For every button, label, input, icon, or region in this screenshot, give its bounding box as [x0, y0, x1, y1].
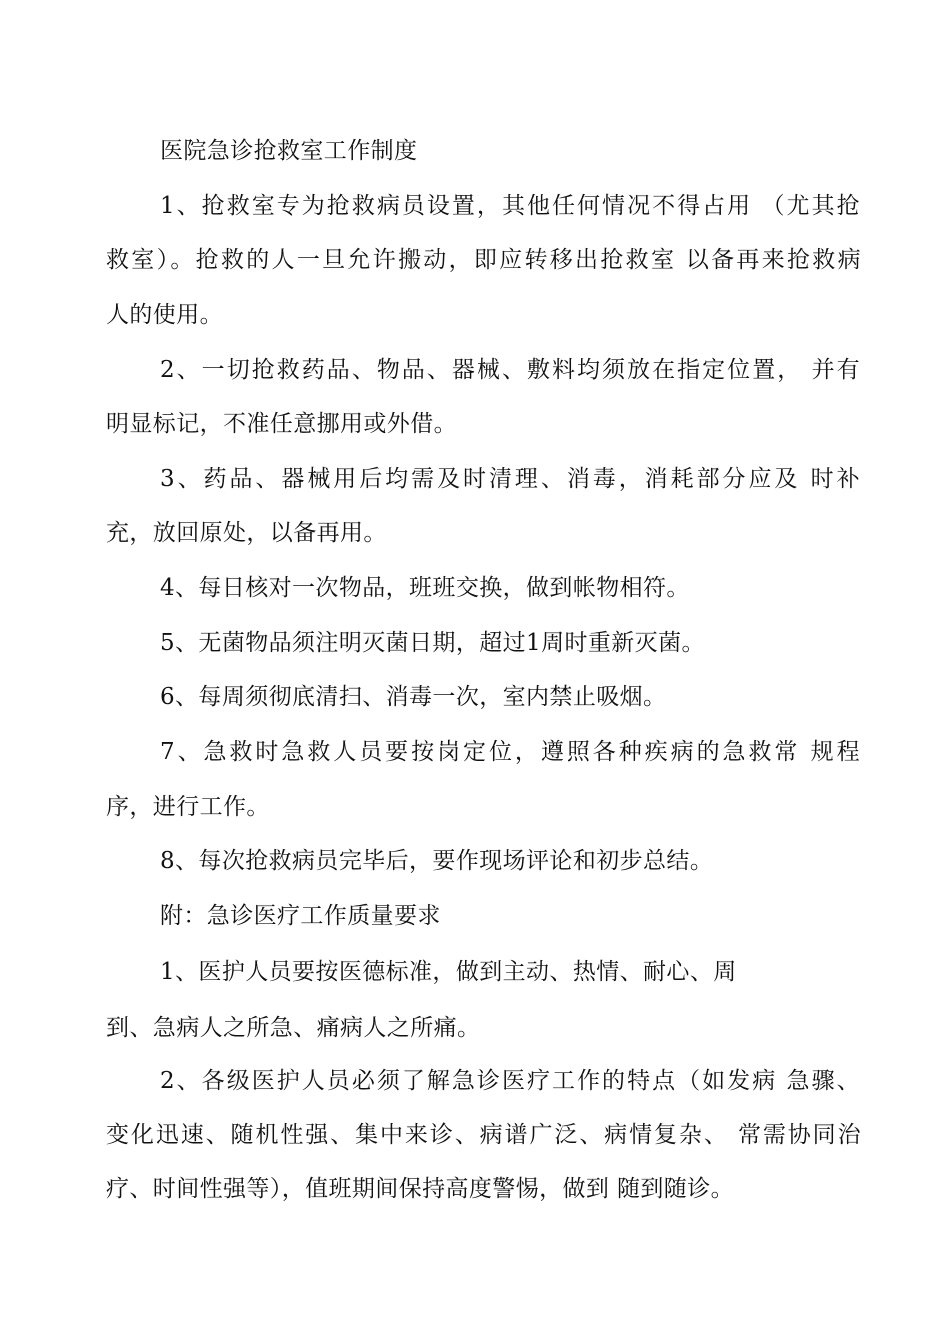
paragraph-line: 6、每周须彻底清扫、消毒一次，室内禁止吸烟。 — [160, 684, 667, 710]
paragraph-line: 5、无菌物品须注明灭菌日期，超过1周时重新灭菌。 — [160, 630, 705, 656]
paragraph-line: 1、抢救室专为抢救病员设置，其他任何情况不得占用 （尤其抢 — [160, 193, 860, 219]
paragraph-line: 4、每日核对一次物品，班班交换，做到帐物相符。 — [160, 575, 690, 601]
section-heading: 附：急诊医疗工作质量要求 — [160, 903, 441, 929]
paragraph-line: 疗、时间性强等），值班期间保持高度警惕，做到 随到随诊。 — [106, 1176, 735, 1202]
paragraph-line: 2、各级医护人员必须了解急诊医疗工作的特点（如发病 急骤、 — [160, 1068, 860, 1094]
paragraph-line: 7、急救时急救人员要按岗定位，遵照各种疾病的急救常 规程 — [160, 739, 860, 765]
paragraph-line: 充，放回原处，以备再用。 — [106, 520, 387, 546]
paragraph-line: 1、医护人员要按医德标准，做到主动、热情、耐心、周 — [160, 959, 737, 985]
paragraph-line: 救室）。抢救的人一旦允许搬动，即应转移出抢救室 以备再来抢救病 — [106, 247, 861, 273]
paragraph-line: 到、急病人之所急、痛病人之所痛。 — [106, 1015, 481, 1041]
paragraph-line: 序，进行工作。 — [106, 794, 270, 820]
paragraph-line: 3、药品、器械用后均需及时清理、消毒，消耗部分应及 时补 — [160, 466, 860, 492]
document-title: 医院急诊抢救室工作制度 — [160, 138, 418, 164]
paragraph-line: 明显标记，不准任意挪用或外借。 — [106, 411, 457, 437]
paragraph-line: 人的使用。 — [106, 302, 223, 328]
paragraph-line: 变化迅速、随机性强、集中来诊、病谱广泛、病情复杂、 常需协同治 — [106, 1122, 861, 1148]
paragraph-line: 2、一切抢救药品、物品、器械、敷料均须放在指定位置， 并有 — [160, 357, 860, 383]
paragraph-line: 8、每次抢救病员完毕后，要作现场评论和初步总结。 — [160, 848, 714, 874]
